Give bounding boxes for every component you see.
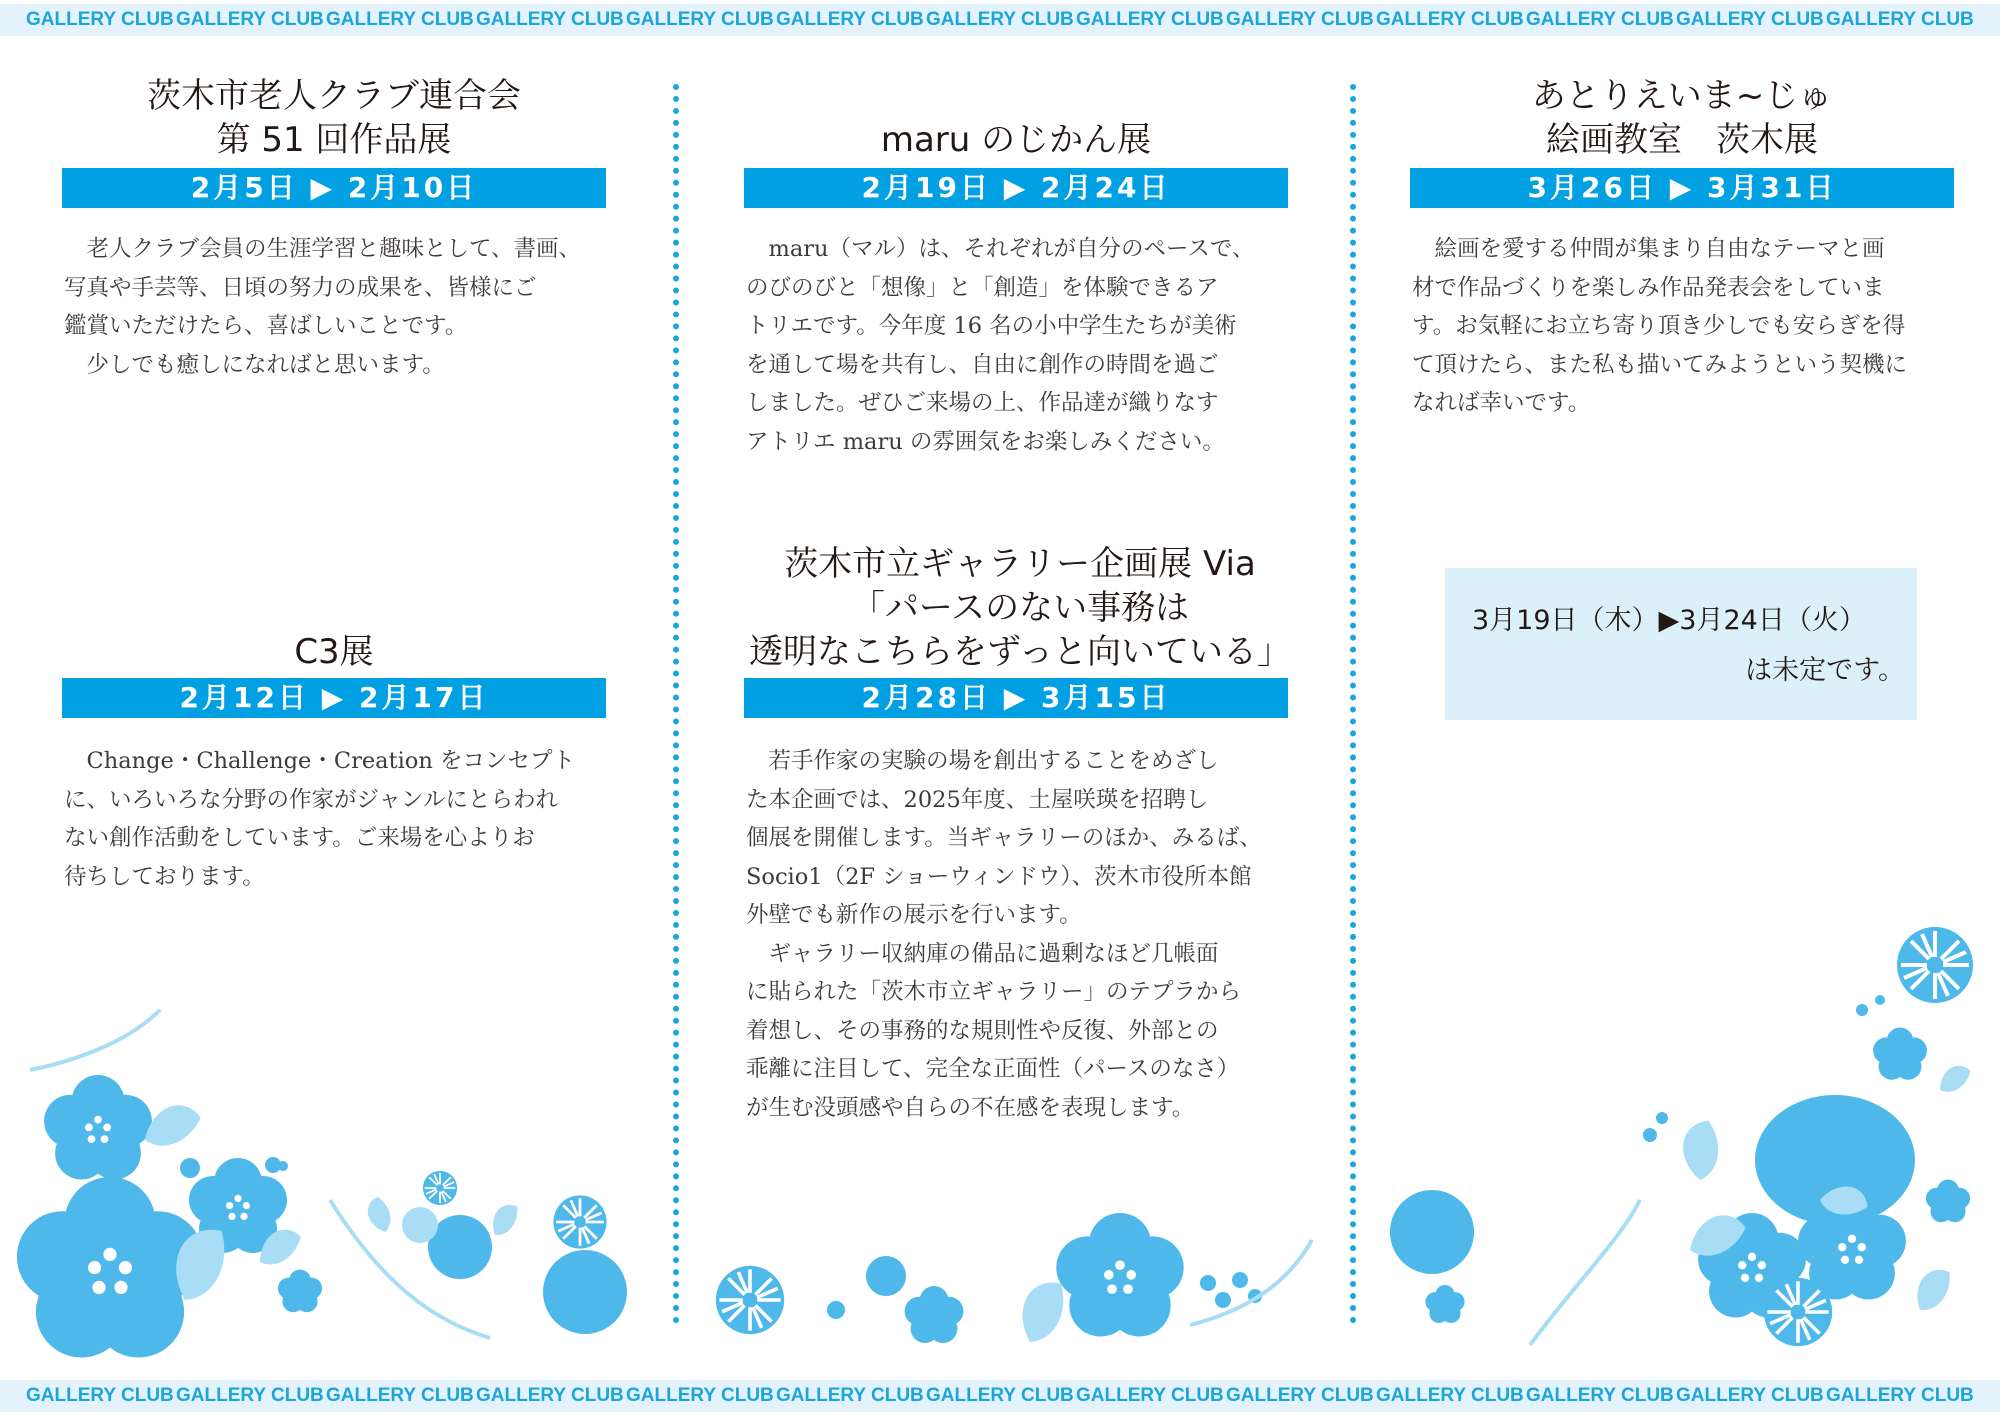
band-text: GALLERY CLUB xyxy=(926,1385,1074,1406)
exhibition-title-atelier-image: あとりえいま~じゅ 絵画教室 茨木展 xyxy=(1531,76,1833,160)
band-text: GALLERY CLUB xyxy=(1376,9,1524,30)
band-text: GALLERY CLUB xyxy=(1076,9,1224,30)
band-text: GALLERY CLUB xyxy=(776,9,924,30)
band-text: GALLERY CLUB xyxy=(1226,9,1374,30)
band-text: GALLERY CLUB xyxy=(1226,1385,1374,1406)
exhibition-title-rojin-club: 茨木市老人クラブ連合会 第 51 回作品展 xyxy=(147,76,521,160)
band-text: GALLERY CLUB xyxy=(326,1385,474,1406)
exhibition-title-maru: maru のじかん展 xyxy=(880,120,1152,160)
band-text: GALLERY CLUB xyxy=(1526,1385,1674,1406)
band-text: GALLERY CLUB xyxy=(926,9,1074,30)
exhibition-description-maru: maru（マル）は、それぞれが自分のペースで、 のびのびと「想像」と「創造」を体験できるア トリエです。今年度 16 名の小中学生たちが美術 を通して場を共有し、自由に創作の時間を過ご しました。ぜひご来場の上、作品達が織りなす アトリエ maru の雰囲気をお楽しみください。 xyxy=(746,236,1255,455)
exhibition-description-via: 若手作家の実験の場を創出することをめざし た本企画では、2025年度、土屋咲瑛を招聘し 個展を開催します。当ギャラリーのほか、みるば、 Socio1（2F ショーウィンドウ）、茨木市役所本館 外壁でも新作の展示を行います。 ギャラリー収納庫の備品に過剰なほど几帳面 に貼られた「茨木市立ギャラリー」のテプラから 着想し、その事務的な規則性や反復、外部との 乖離に注目して、完全な正面性（パースのなさ） が生む没頭感や自らの不在感を表現します。 xyxy=(746,748,1262,1121)
schedule-notice-dates: 3月19日（木）▶3月24日（火） xyxy=(1472,605,1866,636)
band-text: GALLERY CLUB xyxy=(1826,9,1974,30)
exhibition-description-rojin-club: 老人クラブ会員の生涯学習と趣味として、書画、 写真や手芸等、日頃の努力の成果を、皆様にご 鑑賞いただけたら、喜ばしいことです。 少しでも癒しになればと思います。 xyxy=(64,236,582,378)
band-text: GALLERY CLUB xyxy=(476,9,624,30)
exhibition-dates-c3: 2月12日 ▶ 2月17日 xyxy=(62,678,606,718)
exhibition-title-c3: C3展 xyxy=(294,632,374,672)
band-text: GALLERY CLUB xyxy=(626,9,774,30)
band-text: GALLERY CLUB xyxy=(1676,1385,1824,1406)
band-text: GALLERY CLUB xyxy=(476,1385,624,1406)
band-text: GALLERY CLUB xyxy=(626,1385,774,1406)
exhibition-dates-rojin-club: 2月5日 ▶ 2月10日 xyxy=(62,168,606,208)
exhibition-dates-maru: 2月19日 ▶ 2月24日 xyxy=(744,168,1288,208)
band-text: GALLERY CLUB xyxy=(176,9,324,30)
exhibition-title-via: 茨木市立ギャラリー企画展 Via 「パースのない事務は 透明なこちらをずっと向いている」 xyxy=(749,544,1291,672)
band-text: GALLERY CLUB xyxy=(1376,1385,1524,1406)
exhibition-description-atelier-image: 絵画を愛する仲間が集まり自由なテーマと画 材で作品づくりを楽しみ作品発表会をしていま す。お気軽にお立ち寄り頂き少しでも安らぎを得 て頂けたら、また私も描いてみようという契機に なれば幸いです。 xyxy=(1412,236,1908,416)
band-text: GALLERY CLUB xyxy=(26,1385,174,1406)
band-text: GALLERY CLUB xyxy=(26,9,174,30)
band-text: GALLERY CLUB xyxy=(776,1385,924,1406)
exhibition-description-c3: Change・Challenge・Creation をコンセプト に、いろいろな分野の作家がジャンルにとらわれ ない創作活動をしています。ご来場を心よりお 待ちしております。 xyxy=(64,748,575,890)
band-text: GALLERY CLUB xyxy=(1676,9,1824,30)
band-text: GALLERY CLUB xyxy=(1526,9,1674,30)
bottom-band xyxy=(0,1380,2000,1412)
band-text: GALLERY CLUB xyxy=(1076,1385,1224,1406)
band-text: GALLERY CLUB xyxy=(326,9,474,30)
exhibition-dates-via: 2月28日 ▶ 3月15日 xyxy=(744,678,1288,718)
schedule-notice-status: は未定です。 xyxy=(1745,655,1905,686)
exhibition-dates-atelier-image: 3月26日 ▶ 3月31日 xyxy=(1410,168,1954,208)
band-text: GALLERY CLUB xyxy=(176,1385,324,1406)
band-text: GALLERY CLUB xyxy=(1826,1385,1974,1406)
